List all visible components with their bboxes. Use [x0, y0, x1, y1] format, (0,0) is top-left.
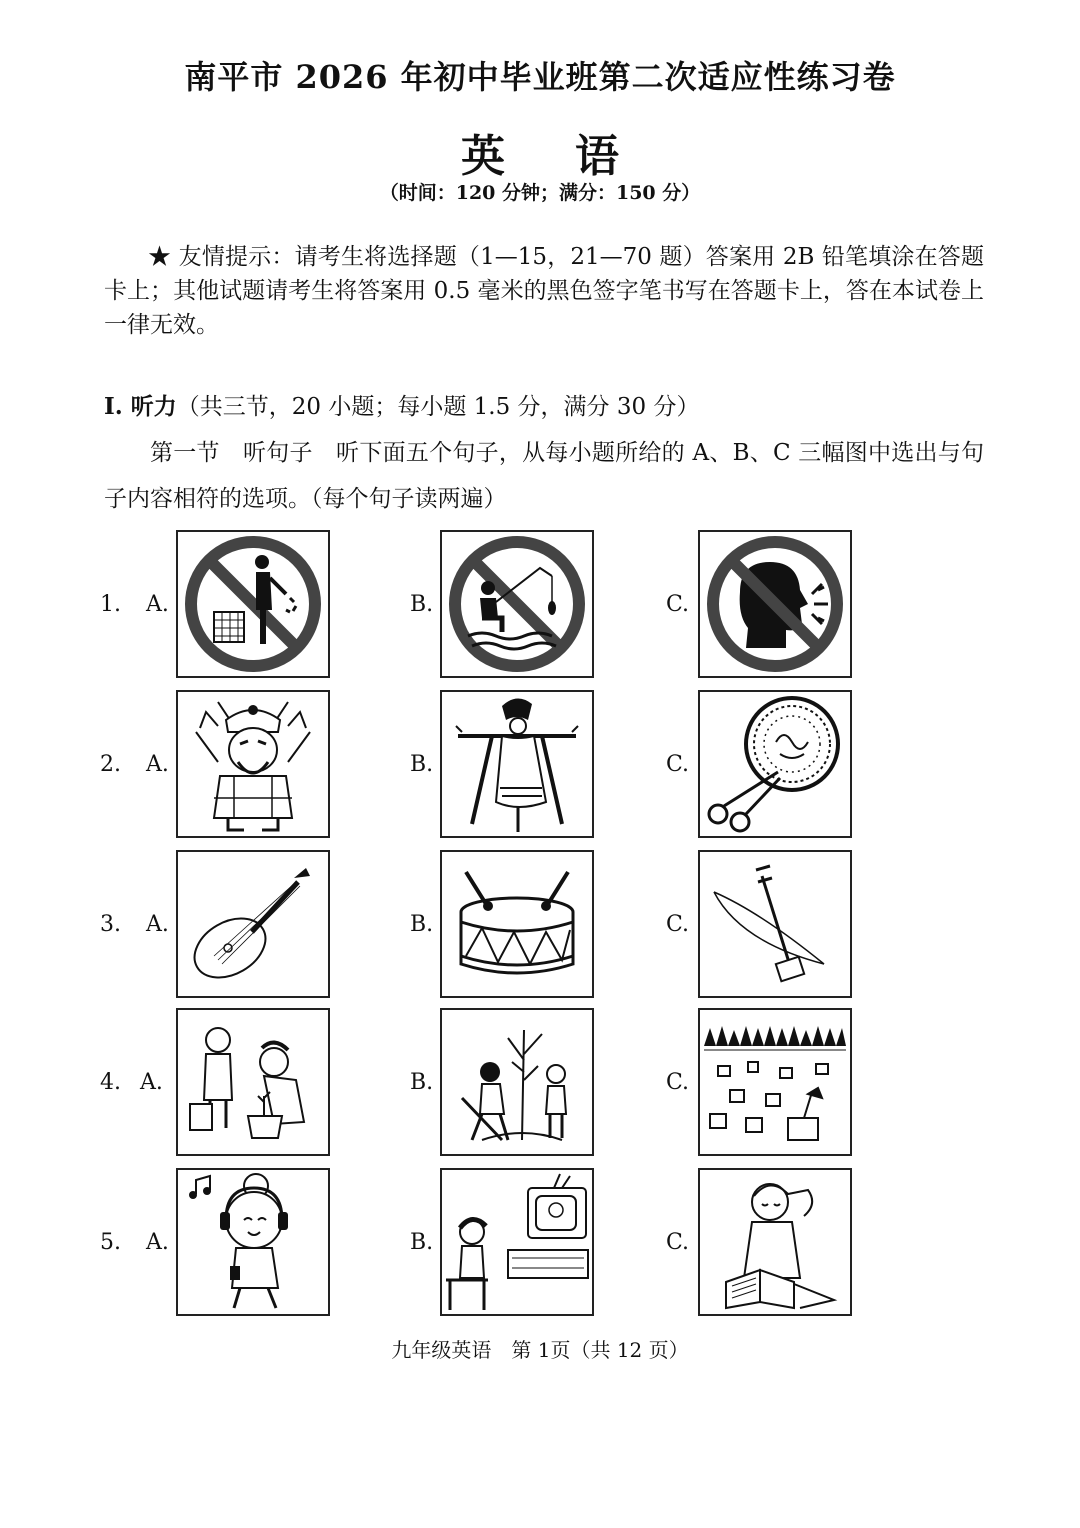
- reading-book-picture[interactable]: [698, 1168, 852, 1316]
- section-heading: [104, 388, 699, 421]
- question-number: 2.: [100, 752, 121, 777]
- question-row-2: [0, 690, 1080, 842]
- option-b-label: B.: [410, 592, 434, 617]
- section-heading-bold: I. 听力: [104, 393, 177, 420]
- watering-plant-picture[interactable]: [176, 1008, 330, 1156]
- no-fishing-sign-picture[interactable]: [440, 530, 594, 678]
- time-info: （时间：120 分钟；满分：150 分）: [379, 182, 701, 204]
- page-footer: 九年级英语 第 1页（共 12 页）: [391, 1338, 689, 1362]
- shadow-puppet-picture[interactable]: [440, 690, 594, 838]
- option-b-label: B.: [410, 1230, 434, 1255]
- option-a-label: A.: [140, 1070, 163, 1095]
- option-a-label: A.: [146, 592, 169, 617]
- option-a-label: A.: [146, 752, 169, 777]
- option-b-label: B.: [410, 912, 434, 937]
- paper-cutting-picture[interactable]: [698, 690, 852, 838]
- drum-picture[interactable]: [440, 850, 594, 998]
- no-littering-sign-picture[interactable]: [176, 530, 330, 678]
- option-b-label: B.: [410, 752, 434, 777]
- question-number: 5.: [100, 1230, 121, 1255]
- option-c-label: C.: [666, 1230, 690, 1255]
- option-c-label: C.: [666, 1070, 690, 1095]
- question-row-5: [0, 1168, 1080, 1320]
- question-number: 1.: [100, 592, 121, 617]
- option-c-label: C.: [666, 592, 690, 617]
- question-row-3: [0, 850, 1080, 1002]
- listening-music-picture[interactable]: [176, 1168, 330, 1316]
- pipa-picture[interactable]: [176, 850, 330, 998]
- question-row-4: [0, 1008, 1080, 1160]
- subject-title: 英语: [461, 131, 689, 182]
- watching-tv-picture[interactable]: [440, 1168, 594, 1316]
- option-b-label: B.: [410, 1070, 434, 1095]
- option-c-label: C.: [666, 752, 690, 777]
- question-row-1: [0, 530, 1080, 682]
- option-c-label: C.: [666, 912, 690, 937]
- part-description: 第一节 听句子 听下面五个句子，从每小题所给的 A、B、C 三幅图中选出与句子内容相符的选项。（每个句子读两遍）: [104, 440, 984, 512]
- option-a-label: A.: [146, 912, 169, 937]
- question-number: 3.: [100, 912, 121, 937]
- peking-opera-figure-picture[interactable]: [176, 690, 330, 838]
- planting-tree-picture[interactable]: [440, 1008, 594, 1156]
- no-noise-sign-picture[interactable]: [698, 530, 852, 678]
- erhu-picture[interactable]: [698, 850, 852, 998]
- exam-title: 南平市 2026 年初中毕业班第二次适应性练习卷: [184, 58, 896, 96]
- section-heading-detail: （共三节，20 小题；每小题 1.5 分，满分 30 分）: [176, 394, 700, 420]
- question-number: 4.: [100, 1070, 121, 1095]
- notice-text: ★ 友情提示：请考生将选择题（1—15，21—70 题）答案用 2B 铅笔填涂在答题卡上；其他试题请考生将答案用 0.5 毫米的黑色签字笔书写在答题卡上，答在本试卷上一律无效。: [104, 244, 984, 338]
- option-a-label: A.: [146, 1230, 169, 1255]
- cut-forest-picture[interactable]: [698, 1008, 852, 1156]
